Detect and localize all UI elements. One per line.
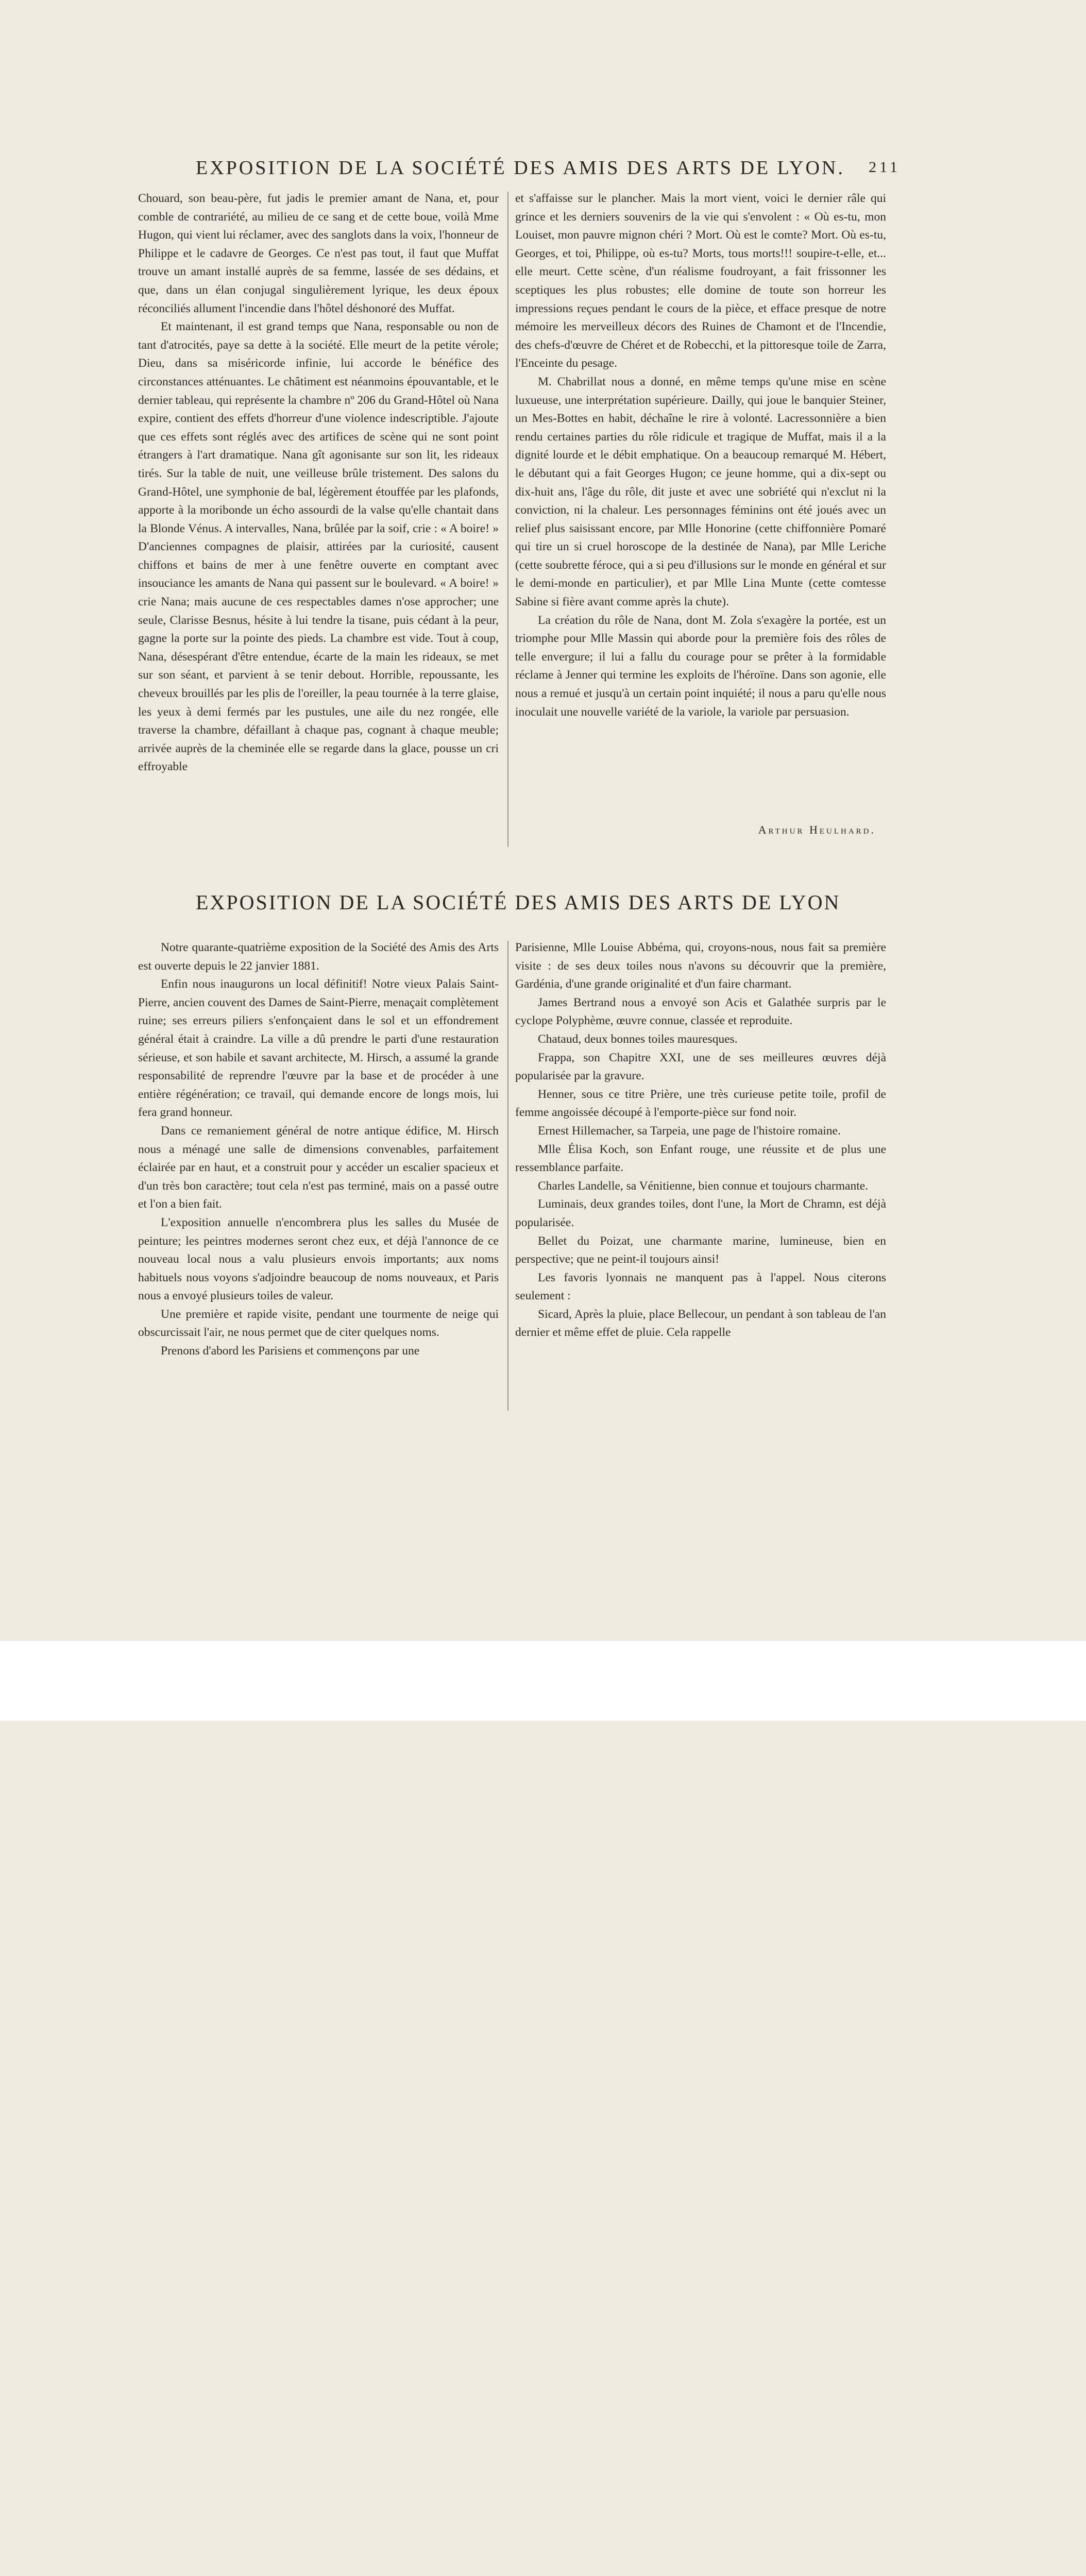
paragraph: Frappa, son Chapitre XXI, une de ses meilleures œuvres déjà popularisée par la gravure. (515, 1050, 886, 1083)
paragraph: et s'affaisse sur le plancher. Mais la mort vient, voici le dernier râle qui grince et les derniers souvenirs de la vie qui s'envolent : « Où es-tu, mon Louiset, mon pauvre mignon chéri ? Mort. Où est le comte? Mort. Où es-tu, Georges, et toi, Philippe, où es-tu? Morts, tous morts!!! soupire-t-elle, et... elle meurt. Cette scène, d'un réalisme foudroyant, a fait frissonner les sceptiques les plus robustes; elle domine de toute son horreur les impressions reçues pendant le cours de la pièce, et efface presque de notre mémoire les merveilleux décors des Ruines de Chamont et de l'Incendie, des chefs-d'œuvre de Chéret et de Robecchi, et la pittoresque toile de Zarra, l'Enceinte du pesage. (515, 192, 886, 370)
paragraph: Dans ce remaniement général de notre antique édifice, M. Hirsch nous a ménagé une salle de dimensions convenables, parfaitement éclairée par en haut, et a construit pour y accéder un escalier spacieux et d'un très bon caractère; tout cela n'est pas terminé, mais on a passé outre et l'on a bien fait. (138, 1124, 499, 1211)
paragraph: Sicard, Après la pluie, place Bellecour, un pendant à son tableau de l'an dernier et même effet de pluie. Cela rappelle (515, 1307, 886, 1340)
article1-column-left (138, 190, 499, 776)
paragraph: Une première et rapide visite, pendant une tourmente de neige qui obscurcissait l'air, ne nous permet que de citer quelques noms. (138, 1307, 499, 1340)
paragraph: Henner, sous ce titre Prière, une très curieuse petite toile, profil de femme angoissée découpé à l'emporte-pièce sur fond noir. (515, 1087, 886, 1120)
author-signature: Arthur Heulhard. (758, 823, 876, 836)
paragraph: L'exposition annuelle n'encombrera plus les salles du Musée de peinture; les peintres modernes seront chez eux, et déjà l'annonce de ce nouveau local nous a valu plusieurs envois importants; aux noms habituels nous voyons s'adjoindre beaucoup de noms nouveaux, et Paris nous a envoyé plusieurs toiles de valeur. (138, 1215, 499, 1303)
paragraph: Prenons d'abord les Parisiens et commençons par une (161, 1344, 420, 1358)
paragraph: Les favoris lyonnais ne manquent pas à l'appel. Nous citerons seulement : (515, 1270, 886, 1303)
paragraph: Et maintenant, il est grand temps que Nana, responsable ou non de tant d'atrocités, paye sa dette à la société. Elle meurt de la petite vérole; Dieu, dans sa miséricorde infinie, lui accorde le bénéfice des circonstances atténuantes. Le châtiment est néanmoins épouvantable, et le dernier tableau, qui représente la chambre nº 206 du Grand-Hôtel où Nana expire, contient des effets d'horreur d'une violence indescriptible. J'ajoute que ces effets sont réglés avec des artifices de scène qui ne sont point étrangers à l'art dramatique. Nana gît agonisante sur son lit, les rideaux tirés. Sur la table de nuit, une veilleuse brûle tristement. Des salons du Grand-Hôtel, une symphonie de bal, légèrement étouffée par les plafonds, apporte à la moribonde un écho assourdi de la valse qu'elle chantait dans la Blonde Vénus. A intervalles, Nana, brûlée par la soif, crie : « A boire! » D'anciennes compagnes de plaisir, attirées par la curiosité, causent chiffons et bains de mer à une fenêtre ouverte en comptant avec insouciance les amants de Nana qui passent sur le boulevard. « A boire! » crie Nana; mais aucune de ces respectables dames n'ose approcher; une seule, Clarisse Besnus, hésite à lui tendre la tisane, puis cédant à la peur, gagne la porte sur la pointe des pieds. La chambre est vide. Tout à coup, Nana, désespérant d'être entendue, écarte de la main les rideaux, se met sur son séant, et parvient à se tenir debout. Horrible, repoussante, les cheveux brouillés par les plis de l'oreiller, la peau tournée à la terre glaise, les yeux à demi fermés par les pustules, une aile du nez rongée, elle traverse la chambre, défaillant à chaque pas, cognant à chaque meuble; arrivée auprès de la cheminée elle se regarde dans la glace, pousse un cri effroyable (138, 320, 499, 774)
article2-column-left (138, 939, 499, 1361)
paragraph: James Bertrand nous a envoyé son Acis et Galathée surpris par le cyclope Polyphème, œuvre connue, classée et reproduite. (515, 995, 886, 1028)
paragraph: Chataud, deux bonnes toiles mauresques. (538, 1032, 738, 1046)
paragraph: Charles Landelle, sa Vénitienne, bien connue et toujours charmante. (538, 1179, 869, 1193)
column-divider (507, 941, 508, 1411)
article1-column-right (515, 190, 886, 721)
section-title: EXPOSITION DE LA SOCIÉTÉ DES AMIS DES ARTS DE LYON (196, 891, 841, 914)
paragraph: Mlle Élisa Koch, son Enfant rouge, une réussite et de plus une ressemblance parfaite. (515, 1142, 886, 1175)
paragraph: Ernest Hillemacher, sa Tarpeia, une page de l'histoire romaine. (538, 1124, 841, 1138)
article2-column-right (515, 939, 886, 1342)
paragraph: Parisienne, Mlle Louise Abbéma, qui, croyons-nous, nous fait sa première visite : de ses deux toiles nous n'avons su découvrir que la première, Gardénia, d'une grande originalité et d'un faire charmant. (515, 941, 886, 991)
running-title: EXPOSITION DE LA SOCIÉTÉ DES AMIS DES ARTS DE LYON. (196, 157, 845, 179)
paragraph: La création du rôle de Nana, dont M. Zola s'exagère la portée, est un triomphe pour Mlle Massin qui aborde pour la première fois des rôles de telle envergure; il lui a fallu du courage pour se prêter à la formidable réclame à Jenner qui termine les exploits de l'héroïne. Dans son agonie, elle nous a remué et jusqu'à un certain point inquiété; il nous a paru qu'elle nous inoculait une nouvelle variété de la variole, la variole par persuasion. (515, 613, 886, 719)
column-divider (507, 192, 508, 847)
paragraph: Chouard, son beau-père, fut jadis le premier amant de Nana, et, pour comble de contrariété, au milieu de ce sang et de cette boue, voilà Mme Hugon, qui vient lui réclamer, avec des sanglots dans la voix, l'honneur de Philippe et le cadavre de Georges. Ce n'est pas tout, il faut que Muffat trouve un amant installé auprès de sa femme, lassée de ses dédains, et que, dans un élan conjugal singulièrement lyrique, les deux époux réconciliés allument l'incendie dans l'hôtel déshonoré des Muffat. (138, 192, 499, 315)
paragraph: Enfin nous inaugurons un local définitif! Notre vieux Palais Saint-Pierre, ancien couvent des Dames de Saint-Pierre, menaçait complètement ruine; ses erreurs piliers s'enfonçaient dans le sol et un effondrement général était à craindre. La ville a dû prendre le parti d'une restauration sérieuse, et son habile et savant architecte, M. Hirsch, a assumé la grande responsabilité de reprendre l'œuvre par la base et de procéder à une entière régénération; ce travail, qui demande encore de longs mois, lui fera grand honneur. (138, 977, 499, 1120)
paragraph: Luminais, deux grandes toiles, dont l'une, la Mort de Chramn, est déjà popularisée. (515, 1197, 886, 1229)
paragraph: Bellet du Poizat, une charmante marine, lumineuse, bien en perspective; que ne peint-il toujours ainsi! (515, 1234, 886, 1266)
paragraph: M. Chabrillat nous a donné, en même temps qu'une mise en scène luxueuse, une interprétation supérieure. Dailly, qui joue le banquier Steiner, un Mes-Bottes en habit, déchaîne le rire à volonté. Lacressonnière a bien rendu certaines parties du rôle ridicule et tragique de Muffat, mais il a la dignité lourde et le débit emphatique. On a beaucoup remarqué M. Hébert, le débutant qui a fait Georges Hugon; ce jeune homme, qui a dix-sept ou dix-huit ans, l'âge du rôle, dit juste et avec une sobriété qui n'exclut ni la conviction, ni la chaleur. Les personnages féminins ont été joués avec un relief plus saisissant encore, par Mlle Honorine (cette chiffonnière Pomaré qui tire un si cruel horoscope de la destinée de Nana), par Mlle Leriche (cette soubrette féroce, qui a si peu d'illusions sur le monde en général et sur le demi-monde en particulier), et par Mlle Lina Munte (cette comtesse Sabine si fière avant comme après la chute). (515, 375, 886, 609)
viewer-footer (0, 1641, 1086, 1721)
paragraph: Notre quarante-quatrième exposition de la Société des Amis des Arts est ouverte depuis le 22 janvier 1881. (138, 941, 499, 973)
page-number: 211 (869, 159, 901, 176)
